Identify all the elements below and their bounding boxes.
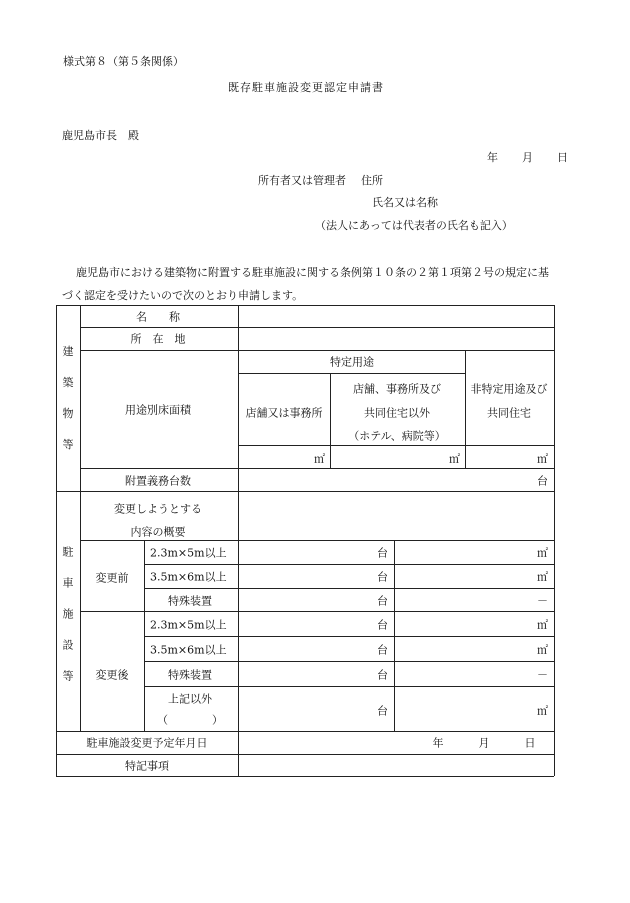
before-size-large-unit: 台 xyxy=(377,570,388,584)
body-text-line1: 鹿児島市における建築物に附置する駐車施設に関する条例第１０条の２第１項第２号の規定に基 xyxy=(76,266,549,279)
after-special-device-unit: 台 xyxy=(377,668,388,682)
after-other-label: 上記以外 xyxy=(168,692,212,706)
before-special-device-unit: 台 xyxy=(377,594,388,608)
after-size-small-unit: 台 xyxy=(377,618,388,632)
before-size-small-area-unit: ㎡ xyxy=(537,546,548,560)
body-text-line2: づく認定を受けたいので次のとおり申請します。 xyxy=(62,289,304,302)
before-size-large-area-unit: ㎡ xyxy=(537,570,548,584)
change-summary-line1: 変更しようとする xyxy=(114,502,202,516)
specified-use-label: 特定用途 xyxy=(330,355,374,369)
area-unit-non-specified: ㎡ xyxy=(537,452,548,466)
after-size-small: 2.3m×5m以上 xyxy=(150,618,227,632)
after-change-label: 変更後 xyxy=(95,668,129,682)
schedule-day-label: 日 xyxy=(524,736,536,750)
document-title: 既存駐車施設変更認定申請書 xyxy=(228,81,384,94)
area-unit-other: ㎡ xyxy=(449,452,460,466)
schedule-month-label: 月 xyxy=(478,736,490,750)
remarks-label: 特記事項 xyxy=(125,759,169,773)
address-label: 住所 xyxy=(361,174,383,187)
after-other-paren: （ ） xyxy=(157,713,223,727)
name-label: 氏名又は名称 xyxy=(372,196,438,209)
store-office-label: 店舗又は事務所 xyxy=(245,406,323,420)
building-location-label: 所 在 地 xyxy=(130,332,186,346)
after-size-small-area-unit: ㎡ xyxy=(537,618,548,632)
before-special-device-dash: － xyxy=(537,594,548,608)
other-use-line2: 共同住宅以外 xyxy=(364,406,430,420)
after-size-large-area-unit: ㎡ xyxy=(537,643,548,657)
schedule-date-label: 駐車施設変更予定年月日 xyxy=(86,736,208,750)
after-size-large-unit: 台 xyxy=(377,643,388,657)
other-use-line3: （ホテル、病院等） xyxy=(348,429,446,443)
date-day-label: 日 xyxy=(557,151,568,164)
after-other-area-unit: ㎡ xyxy=(537,704,548,718)
after-size-large: 3.5m×6m以上 xyxy=(150,643,227,657)
other-use-line1: 店舗、事務所及び xyxy=(353,382,441,396)
after-special-device: 特殊装置 xyxy=(168,668,212,682)
required-count-unit: 台 xyxy=(537,474,548,488)
form-number: 様式第８（第５条関係） xyxy=(63,55,184,68)
area-unit-store: ㎡ xyxy=(314,452,325,466)
before-size-small: 2.3m×5m以上 xyxy=(150,546,227,560)
before-size-large: 3.5m×6m以上 xyxy=(150,570,227,584)
after-other-unit: 台 xyxy=(377,704,388,718)
before-change-label: 変更前 xyxy=(95,571,129,585)
representative-note: （法人にあっては代表者の氏名も記入） xyxy=(315,219,513,232)
required-count-label: 附置義務台数 xyxy=(125,474,191,488)
floor-area-label: 用途別床面積 xyxy=(125,403,191,417)
schedule-year-label: 年 xyxy=(432,736,444,750)
non-specified-use-line2: 共同住宅 xyxy=(487,406,531,420)
non-specified-use-line1: 非特定用途及び xyxy=(470,382,548,396)
change-summary-line2: 内容の概要 xyxy=(130,525,186,539)
before-size-small-unit: 台 xyxy=(377,546,388,560)
building-name-label: 名 称 xyxy=(136,310,180,324)
parking-section-label: 駐 車 施 設 等 xyxy=(62,545,74,683)
applicant-label: 所有者又は管理者 xyxy=(258,174,346,187)
before-special-device: 特殊装置 xyxy=(168,594,212,608)
after-special-device-dash: － xyxy=(537,668,548,682)
date-year-label: 年 xyxy=(487,151,498,164)
date-month-label: 月 xyxy=(522,151,533,164)
building-section-label: 建 築 物 等 xyxy=(62,345,74,451)
addressee: 鹿児島市長 殿 xyxy=(62,129,139,142)
